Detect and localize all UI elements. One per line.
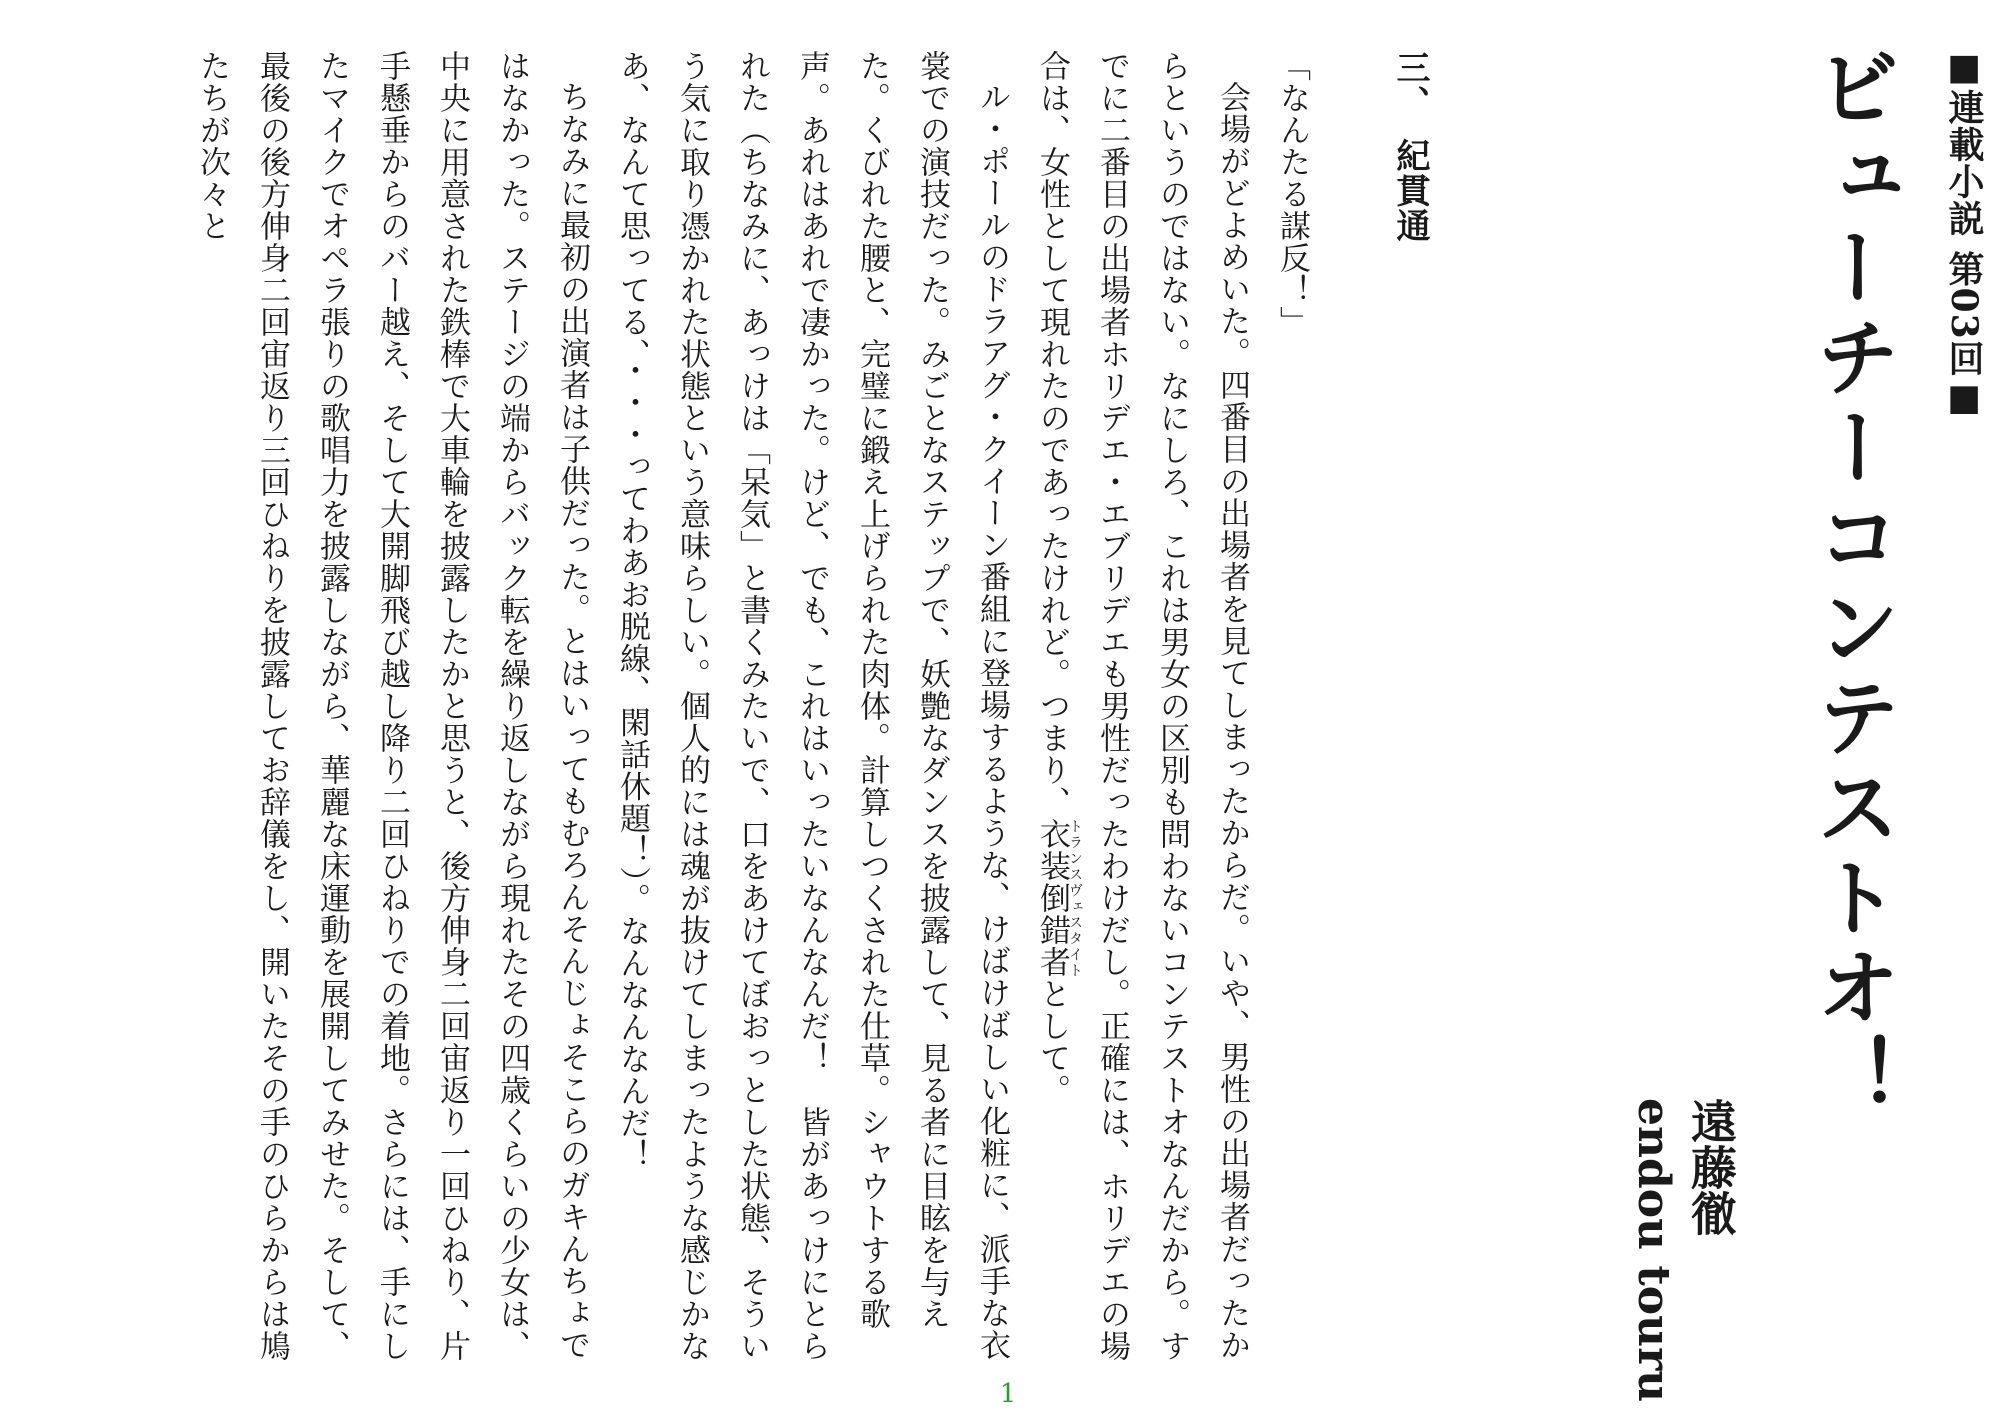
ruby-base: 衣装倒錯者 [1034, 818, 1070, 978]
paragraph [1022, 50, 1262, 1370]
author-block [1624, 1098, 1740, 1403]
ruby-annotation [1034, 818, 1083, 978]
section-heading-text: 紀貫通 [1390, 138, 1430, 243]
paragraph: ル・ポールのドラアグ・クイーン番組に登場するような、けばけばしい化粧に、派手な衣裳での演技だった。みごとなステップで、妖艶なダンスを披露して、見る者に目眩を与えた。くびれた腰と、完璧に鍛え上げられた肉体。計算しつくされた仕草。シャウトする歌声。あれはあれで凄かった。けど、でも、これはいったいなんなんだ！ 皆があっけにとられた（ちなみに、あっけは「呆気」と書くみたいで、口をあけてぼおっとした状態、そういう気に取り憑かれた状態という意味らしい。個人的には魂が抜けてしまったような感じかなあ、なんて思ってる、・・・ってわあお脱線、閑話休題！）。なんなんなんだ！ [614, 50, 1010, 1362]
author-name-jp: 遠藤徹 [1684, 1098, 1738, 1236]
paragraph-dialog: 「なんたる謀反！」 [1274, 50, 1310, 338]
author-name-romaji: endou touru [1628, 1098, 1679, 1403]
ruby-reading: トランスヴェスタイト [1067, 818, 1083, 978]
paragraph: ちなみに最初の出演者は子供だった。とはいってもむろんそんじょそこらのガキんちょではなかった。ステージの端からバック転を繰り返しながら現れたその四歳くらいの少女は、中央に用意された鉄棒で大車輪を披露したかと思うと、後方伸身二回宙返り一回ひねり、片手懸垂からのバー越え、そして大開脚飛び越し降り二回ひねりでの着地。さらには、手にしたマイクでオペラ張りの歌唱力を披露しながら、華麗な床運動を展開してみせた。そして、最後の後方伸身二回宙返り三回ひねりを披露してお辞儀をし、開いたその手のひらからは鳩たちが次々と [194, 50, 590, 1362]
body-text [0, 50, 1440, 1370]
ruby-suffix: として。 [1034, 978, 1070, 1106]
page-number: 1 [999, 1379, 1017, 1409]
story-title: ビューチーコンテストオ！ [1803, 44, 1902, 1124]
section-number: 三、 [1390, 50, 1430, 120]
paragraph-text: 会場がどよめいた。四番目の出場者を見てしまったからだ。いや、男性の出場者だったからというのではない。なにしろ、これは男女の区別も問わないコンテストオなんだから。すでに二番目の出場者ホリデエ・エブリデエも男性だったわけだし。正確には、ホリデエの場合は、女性として現れたのであったけれど。つまり、 [1034, 50, 1250, 1362]
series-label: ■連載小説 第03回■ [1943, 46, 1985, 420]
section-heading [1380, 50, 1440, 1370]
